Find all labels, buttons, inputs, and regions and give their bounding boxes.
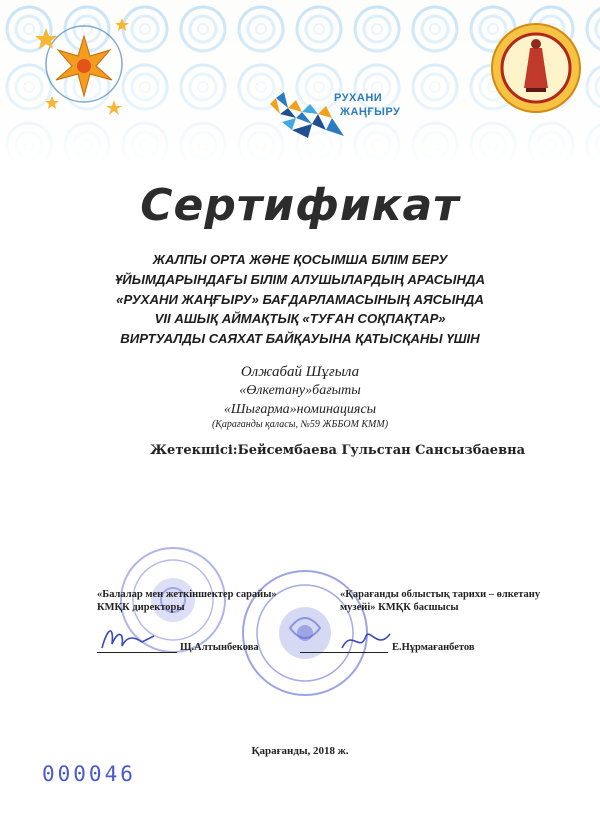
logo-text-line2: ЖАҢҒЫРУ — [340, 106, 401, 118]
museum-emblem-icon — [490, 22, 582, 114]
certificate-title: Сертификат — [140, 180, 460, 231]
recipient-school: (Қарағанды қаласы, №59 ЖББОМ КММ) — [211, 419, 389, 430]
heading-line-5: ВИРТУАЛДЫ САЯХАТ БАЙҚАУЫНА ҚАТЫСҚАНЫ ҮШІН — [120, 331, 480, 346]
place-date: Қарағанды, 2018 ж. — [251, 745, 349, 757]
serial-number: 000046 — [42, 762, 136, 786]
right-signatory-name: Е.Нұрмағанбетов — [392, 642, 475, 653]
right-org-line2: музейі» КМҚК басшысы — [340, 602, 459, 613]
leader-line: Жетекшісі:Бейсембаева Гульстан Сансызбаевна — [150, 443, 526, 458]
logo-text-line1: РУХАНИ — [334, 92, 383, 104]
recipient-nomination: «Шығарма»номинациясы — [223, 402, 377, 417]
heading-line-2: ҰЙЫМДАРЫНДАҒЫ БІЛІМ АЛУШЫЛАРДЫҢ АРАСЫНДА — [114, 272, 486, 287]
star-emblem-icon — [30, 8, 138, 120]
left-org-line1: «Балалар мен жеткіншектер сарайы» — [97, 589, 277, 600]
right-signature-icon — [338, 624, 394, 658]
recipient-name: Олжабай Шұғыла — [240, 364, 360, 380]
heading-line-4: VII АШЫҚ АЙМАҚТЫҚ «ТУҒАН СОҚПАҚТАР» — [154, 311, 446, 326]
left-org-line2: КМҚК директоры — [97, 602, 185, 613]
right-org-line1: «Қарағанды облыстық тарихи – өлкетану — [340, 589, 541, 600]
left-signatory-name: Щ.Алтынбекова — [180, 642, 259, 653]
recipient-direction: «Өлкетану»бағыты — [239, 383, 361, 398]
heading-line-3: «РУХАНИ ЖАҢҒЫРУ» БАҒДАРЛАМАСЫНЫҢ АЯСЫНДА — [116, 292, 484, 307]
left-signature-icon — [98, 620, 158, 656]
heading-line-1: ЖАЛПЫ ОРТА ЖӘНЕ ҚОСЫМША БІЛІМ БЕРУ — [152, 252, 448, 267]
